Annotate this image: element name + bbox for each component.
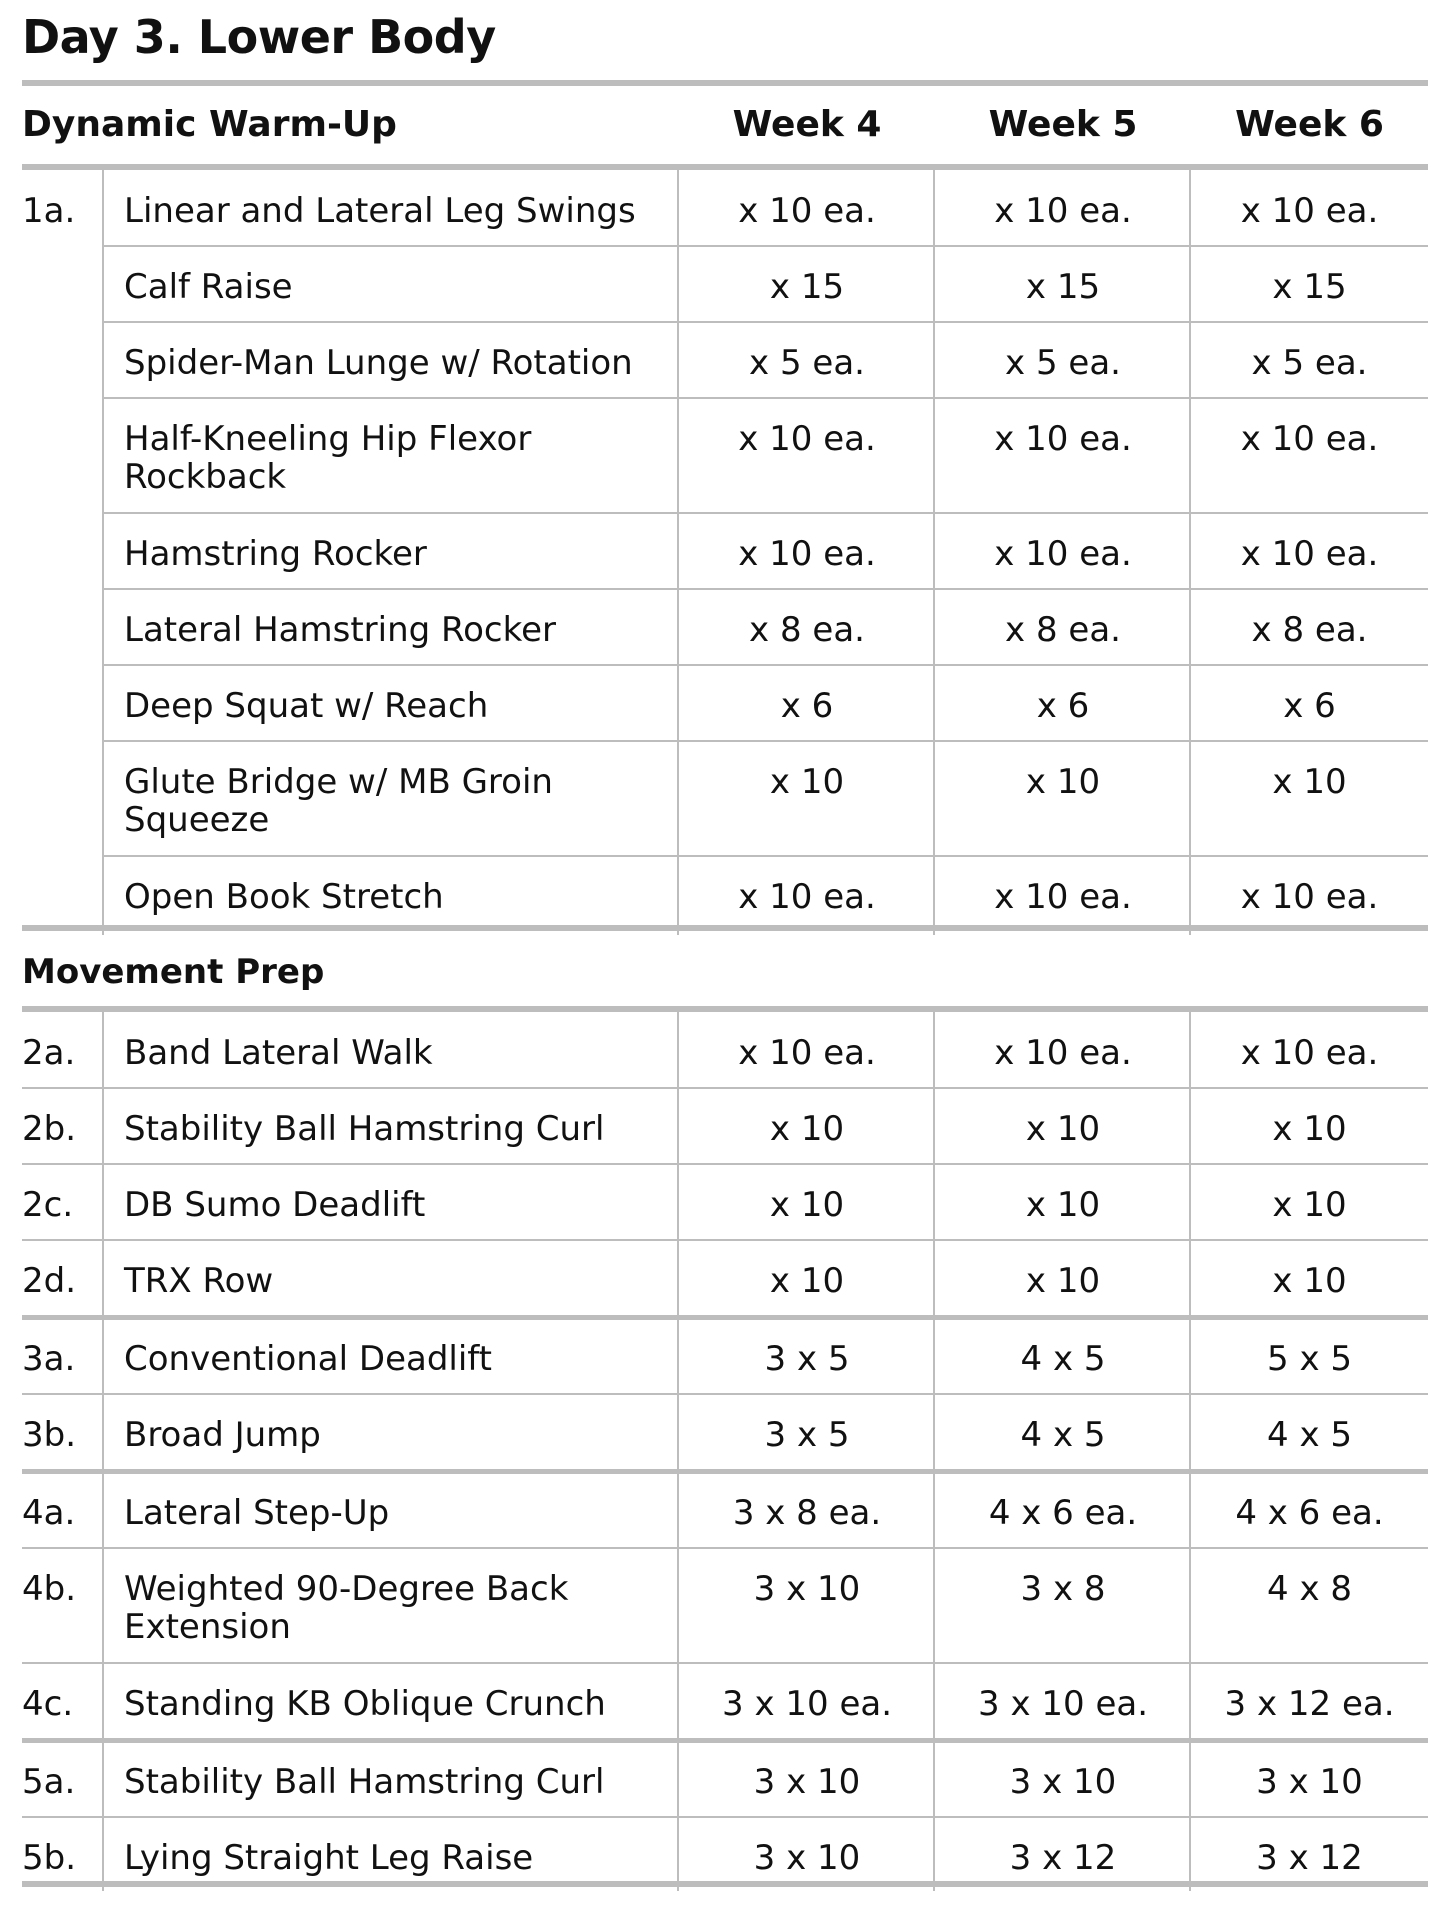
week-5-value: x 10 ea. xyxy=(994,1033,1132,1073)
row-number: 3a. xyxy=(22,1339,76,1379)
column-divider xyxy=(677,170,679,935)
week-6-value: x 10 xyxy=(1272,1109,1347,1149)
exercise-name: TRX Row xyxy=(124,1261,274,1301)
table-row xyxy=(22,1164,1428,1240)
table-row xyxy=(22,246,1428,322)
week-4-value: x 8 ea. xyxy=(749,610,865,650)
exercise-name: Lateral Step-Up xyxy=(124,1493,390,1533)
week-6-value: x 8 ea. xyxy=(1251,610,1368,650)
week-5-value: x 10 xyxy=(1025,1109,1101,1149)
week-6-value: x 5 ea. xyxy=(1251,343,1368,383)
week-4-value: 3 x 10 xyxy=(753,1762,861,1802)
column-divider xyxy=(933,170,935,935)
row-number: 2d. xyxy=(22,1261,77,1301)
week-5-value: 4 x 5 xyxy=(1020,1339,1106,1379)
week-6-value: x 10 xyxy=(1272,762,1347,802)
table-row xyxy=(22,1240,1428,1318)
week-6-value: x 10 ea. xyxy=(1240,1033,1379,1073)
row-number: 2b. xyxy=(22,1109,77,1149)
table-row xyxy=(22,856,1428,935)
table-row xyxy=(22,1394,1428,1472)
warmup-end-rule xyxy=(22,925,1428,931)
week-5-value: 3 x 10 xyxy=(1009,1762,1117,1802)
table-row xyxy=(22,665,1428,741)
table-row xyxy=(22,741,1428,856)
row-number: 2c. xyxy=(22,1185,74,1225)
header-week-4: Week 4 xyxy=(732,104,882,145)
exercise-name: Glute Bridge w/ MB Groin Squeeze xyxy=(124,762,553,840)
week-6-value: x 6 xyxy=(1283,686,1336,726)
table-row xyxy=(22,1548,1428,1663)
week-4-value: x 10 xyxy=(769,1185,845,1225)
table-row xyxy=(22,1012,1428,1088)
row-number: 4a. xyxy=(22,1493,76,1533)
exercise-name: DB Sumo Deadlift xyxy=(124,1185,426,1225)
week-5-value: 3 x 8 xyxy=(1020,1569,1106,1609)
week-6-value: x 10 xyxy=(1272,1261,1347,1301)
column-divider xyxy=(677,1012,679,1891)
week-6-value: x 10 xyxy=(1272,1185,1347,1225)
week-5-value: x 10 xyxy=(1025,762,1101,802)
exercise-name: Lying Straight Leg Raise xyxy=(124,1838,534,1878)
row-number: 4b. xyxy=(22,1569,77,1609)
main-table xyxy=(22,1012,1428,1891)
exercise-name: Band Lateral Walk xyxy=(124,1033,433,1073)
exercise-name: Stability Ball Hamstring Curl xyxy=(124,1109,605,1149)
table-row xyxy=(22,513,1428,589)
week-5-value: x 5 ea. xyxy=(1005,343,1121,383)
week-5-value: x 10 ea. xyxy=(994,419,1132,459)
movement-prep-label: Movement Prep xyxy=(22,952,325,992)
week-5-value: x 10 xyxy=(1025,1261,1101,1301)
header-week-6: Week 6 xyxy=(1235,104,1384,145)
table-row xyxy=(22,1088,1428,1164)
exercise-name: Broad Jump xyxy=(124,1415,321,1455)
week-4-value: x 10 ea. xyxy=(738,534,876,574)
week-6-value: 3 x 10 xyxy=(1256,1762,1363,1802)
week-6-value: x 10 ea. xyxy=(1240,191,1379,231)
row-number xyxy=(22,398,102,513)
week-4-value: 3 x 10 xyxy=(753,1838,861,1878)
page-title: Day 3. Lower Body xyxy=(22,10,496,64)
row-number xyxy=(22,856,102,935)
week-5-value: 3 x 10 ea. xyxy=(978,1684,1148,1724)
week-4-value: x 10 ea. xyxy=(738,191,876,231)
table-row xyxy=(22,322,1428,398)
exercise-name: Weighted 90-Degree Back Extension xyxy=(124,1569,569,1647)
column-divider xyxy=(1189,170,1191,935)
week-6-value: 4 x 6 ea. xyxy=(1235,1493,1384,1533)
week-5-value: x 10 xyxy=(1025,1185,1101,1225)
week-5-value: 3 x 12 xyxy=(1009,1838,1117,1878)
table-row xyxy=(22,1663,1428,1741)
exercise-name: Linear and Lateral Leg Swings xyxy=(124,191,636,231)
week-5-value: x 6 xyxy=(1036,686,1090,726)
table-row xyxy=(22,589,1428,665)
week-4-value: x 10 ea. xyxy=(738,877,876,917)
exercise-name: Calf Raise xyxy=(124,267,293,307)
exercise-name: Spider-Man Lunge w/ Rotation xyxy=(124,343,633,383)
week-6-value: 5 x 5 xyxy=(1267,1339,1352,1379)
warmup-table xyxy=(22,170,1428,935)
column-divider xyxy=(102,1012,104,1891)
column-divider xyxy=(102,170,104,935)
week-5-value: 4 x 5 xyxy=(1020,1415,1106,1455)
row-number: 3b. xyxy=(22,1415,77,1455)
week-5-value: 4 x 6 ea. xyxy=(988,1493,1138,1533)
exercise-name: Deep Squat w/ Reach xyxy=(124,686,489,726)
exercise-name: Lateral Hamstring Rocker xyxy=(124,610,556,650)
week-4-value: 3 x 8 ea. xyxy=(732,1493,882,1533)
week-4-value: x 6 xyxy=(780,686,834,726)
exercise-name: Hamstring Rocker xyxy=(124,534,427,574)
table-row xyxy=(22,398,1428,513)
row-number: 4c. xyxy=(22,1684,74,1724)
week-4-value: 3 x 5 xyxy=(764,1339,850,1379)
table-row xyxy=(22,1741,1428,1817)
week-4-value: x 5 ea. xyxy=(749,343,865,383)
row-number xyxy=(22,741,102,856)
week-5-value: x 10 ea. xyxy=(994,534,1132,574)
row-number: 2a. xyxy=(22,1033,76,1073)
table-row xyxy=(22,1318,1428,1394)
week-4-value: x 10 xyxy=(769,762,845,802)
exercise-name: Half-Kneeling Hip Flexor Rockback xyxy=(124,419,532,497)
row-number xyxy=(22,665,102,741)
exercise-name: Standing KB Oblique Crunch xyxy=(124,1684,606,1724)
header-section-label: Dynamic Warm-Up xyxy=(22,104,397,145)
week-4-value: x 10 ea. xyxy=(738,419,876,459)
week-5-value: x 8 ea. xyxy=(1005,610,1121,650)
week-5-value: x 10 ea. xyxy=(994,877,1132,917)
table-row xyxy=(22,1472,1428,1548)
column-divider xyxy=(1189,1012,1191,1891)
week-6-value: 3 x 12 xyxy=(1256,1838,1363,1878)
week-6-value: x 10 ea. xyxy=(1240,534,1379,574)
week-4-value: x 15 xyxy=(769,267,845,307)
week-4-value: 3 x 10 ea. xyxy=(722,1684,892,1724)
week-6-value: 4 x 5 xyxy=(1267,1415,1352,1455)
exercise-name: Open Book Stretch xyxy=(124,877,444,917)
week-6-value: x 10 ea. xyxy=(1240,877,1379,917)
week-5-value: x 15 xyxy=(1025,267,1101,307)
row-number: 5a. xyxy=(22,1762,76,1802)
row-number: 5b. xyxy=(22,1838,77,1878)
header-week-5: Week 5 xyxy=(988,104,1138,145)
week-4-value: x 10 xyxy=(769,1261,845,1301)
table-row xyxy=(22,1817,1428,1891)
table-header xyxy=(22,86,1428,166)
week-5-value: x 10 ea. xyxy=(994,191,1132,231)
exercise-name: Conventional Deadlift xyxy=(124,1339,493,1379)
row-number: 1a. xyxy=(22,191,76,231)
week-4-value: x 10 xyxy=(769,1109,845,1149)
exercise-name: Stability Ball Hamstring Curl xyxy=(124,1762,605,1802)
row-number xyxy=(22,246,102,322)
week-4-value: x 10 ea. xyxy=(738,1033,876,1073)
week-6-value: x 15 xyxy=(1272,267,1347,307)
table-end-rule xyxy=(22,1881,1428,1887)
week-6-value: 4 x 8 xyxy=(1267,1569,1352,1609)
week-4-value: 3 x 5 xyxy=(764,1415,850,1455)
column-divider xyxy=(933,1012,935,1891)
row-number xyxy=(22,513,102,589)
week-6-value: 3 x 12 ea. xyxy=(1224,1684,1395,1724)
week-6-value: x 10 ea. xyxy=(1240,419,1379,459)
row-number xyxy=(22,322,102,398)
table-row xyxy=(22,170,1428,246)
row-number xyxy=(22,589,102,665)
week-4-value: 3 x 10 xyxy=(753,1569,861,1609)
